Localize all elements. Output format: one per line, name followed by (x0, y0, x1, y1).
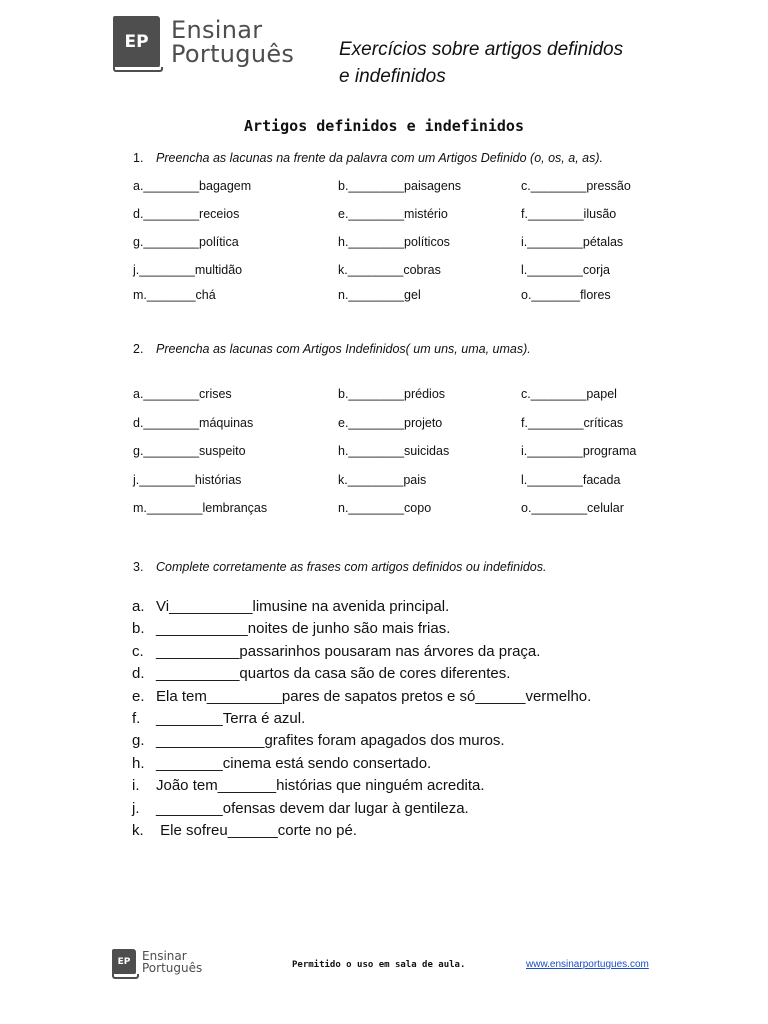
logo-text (171, 18, 294, 66)
fill-blank-item: j.________histórias (133, 473, 242, 487)
sentence-text: ___________noites de junho são mais frias. (156, 620, 451, 638)
exercise2-number: 2. (133, 342, 144, 356)
fill-blank-item: k.________pais (338, 473, 427, 487)
sentence-letter: h. (132, 754, 145, 772)
sentence-text: João tem_______histórias que ninguém acredita. (156, 777, 485, 795)
title-line2: e indefinidos (339, 66, 446, 87)
fill-blank-item: c.________pressão (521, 179, 631, 193)
sentence-text: ________Terra é azul. (156, 710, 306, 727)
sentence-text: Ela tem_________pares de sapatos pretos e só______vermelho. (156, 687, 592, 705)
footer-logo-badge: EP (117, 957, 131, 967)
exercise3-number: 3. (133, 560, 144, 574)
footer-logo-line2: Português (142, 961, 203, 975)
section-title: Artigos definidos e indefinidos (244, 117, 524, 135)
document-title (339, 36, 719, 90)
sentence-letter: b. (132, 620, 145, 638)
sentence-item (132, 777, 485, 794)
fill-blank-item: o._______flores (521, 288, 611, 302)
sentence-letter: f. (132, 710, 141, 727)
fill-blank-item: i.________programa (521, 444, 637, 458)
logo-line1: Ensinar (171, 16, 263, 44)
exercise1-instruction (133, 151, 603, 165)
sentence-item (132, 755, 431, 772)
fill-blank-item: g.________política (133, 235, 239, 249)
fill-blank-item: m.________lembranças (133, 501, 268, 515)
fill-blank-item: a.________bagagem (133, 179, 252, 193)
fill-blank-item: f.________ilusão (521, 207, 617, 221)
fill-blank-item: o.________celular (521, 501, 624, 515)
sentence-letter: c. (132, 642, 144, 660)
fill-blank-item: a.________crises (133, 387, 232, 401)
fill-blank-item: k.________cobras (338, 263, 441, 277)
footer-logo (112, 949, 202, 975)
sentence-text: ________ofensas devem dar lugar à gentileza. (156, 799, 469, 817)
sentence-item (132, 732, 505, 749)
sentence-letter: d. (132, 665, 145, 683)
exercise3-instruction-text: Complete corretamente as frases com artigos definidos ou indefinidos. (156, 560, 547, 574)
fill-blank-item: l.________corja (521, 263, 610, 277)
sentence-text: Ele sofreu______corte no pé. (156, 822, 357, 839)
sentence-item (132, 598, 449, 615)
logo-line2: Português (171, 40, 295, 68)
sentence-item (132, 688, 591, 705)
footer-book-logo-icon (112, 949, 136, 975)
sentence-text: _____________grafites foram apagados dos muros. (156, 732, 505, 750)
exercise1-number: 1. (133, 151, 144, 165)
footer-logo-text (142, 950, 202, 974)
book-logo-icon (113, 16, 160, 68)
sentence-letter: i. (132, 777, 140, 795)
exercise1-instruction-text: Preencha as lacunas na frente da palavra com um Artigos Definido (o, os, a, as). (156, 151, 603, 165)
fill-blank-item: l.________facada (521, 473, 621, 487)
fill-blank-item: d.________máquinas (133, 416, 254, 430)
sentence-letter: a. (132, 598, 145, 615)
fill-blank-item: h.________políticos (338, 235, 450, 249)
sentence-item (132, 643, 540, 660)
brand-logo (113, 16, 294, 68)
fill-blank-item: n.________copo (338, 501, 432, 515)
fill-blank-item: b.________paisagens (338, 179, 462, 193)
sentence-letter: e. (132, 687, 145, 705)
fill-blank-item: h.________suicidas (338, 444, 450, 458)
footer-note: Permitido o uso em sala de aula. (292, 960, 466, 970)
sentence-item (132, 710, 305, 727)
sentence-item (132, 822, 357, 839)
sentence-letter: g. (132, 732, 145, 750)
sentence-letter: k. (132, 822, 144, 839)
footer-logo-line1: Ensinar (142, 949, 187, 963)
sentence-text: __________quartos da casa são de cores diferentes. (156, 665, 511, 683)
logo-badge: EP (124, 32, 149, 52)
website-link[interactable]: www.ensinarportugues.com (526, 959, 649, 970)
fill-blank-item: f.________críticas (521, 416, 624, 430)
fill-blank-item: m._______chá (133, 288, 216, 302)
sentence-text: ________cinema está sendo consertado. (156, 754, 432, 772)
sentence-letter: j. (132, 799, 140, 817)
title-line1: Exercícios sobre artigos definidos (339, 39, 624, 60)
fill-blank-item: g.________suspeito (133, 444, 246, 458)
fill-blank-item: b.________prédios (338, 387, 446, 401)
fill-blank-item: i.________pétalas (521, 235, 624, 249)
exercise2-instruction-text: Preencha as lacunas com Artigos Indefinidos( um uns, uma, umas). (156, 342, 531, 356)
fill-blank-item: j.________multidão (133, 263, 243, 277)
sentence-text: Vi__________limusine na avenida principal. (156, 598, 450, 615)
sentence-text: __________passarinhos pousaram nas árvores da praça. (156, 642, 541, 660)
fill-blank-item: e.________mistério (338, 207, 448, 221)
fill-blank-item: d.________receios (133, 207, 240, 221)
sentence-item (132, 800, 469, 817)
fill-blank-item: c.________papel (521, 387, 617, 401)
exercise3-instruction (133, 560, 546, 574)
sentence-item (132, 665, 510, 682)
sentence-item (132, 620, 450, 637)
exercise2-instruction (133, 342, 531, 356)
fill-blank-item: n.________gel (338, 288, 421, 302)
fill-blank-item: e.________projeto (338, 416, 443, 430)
